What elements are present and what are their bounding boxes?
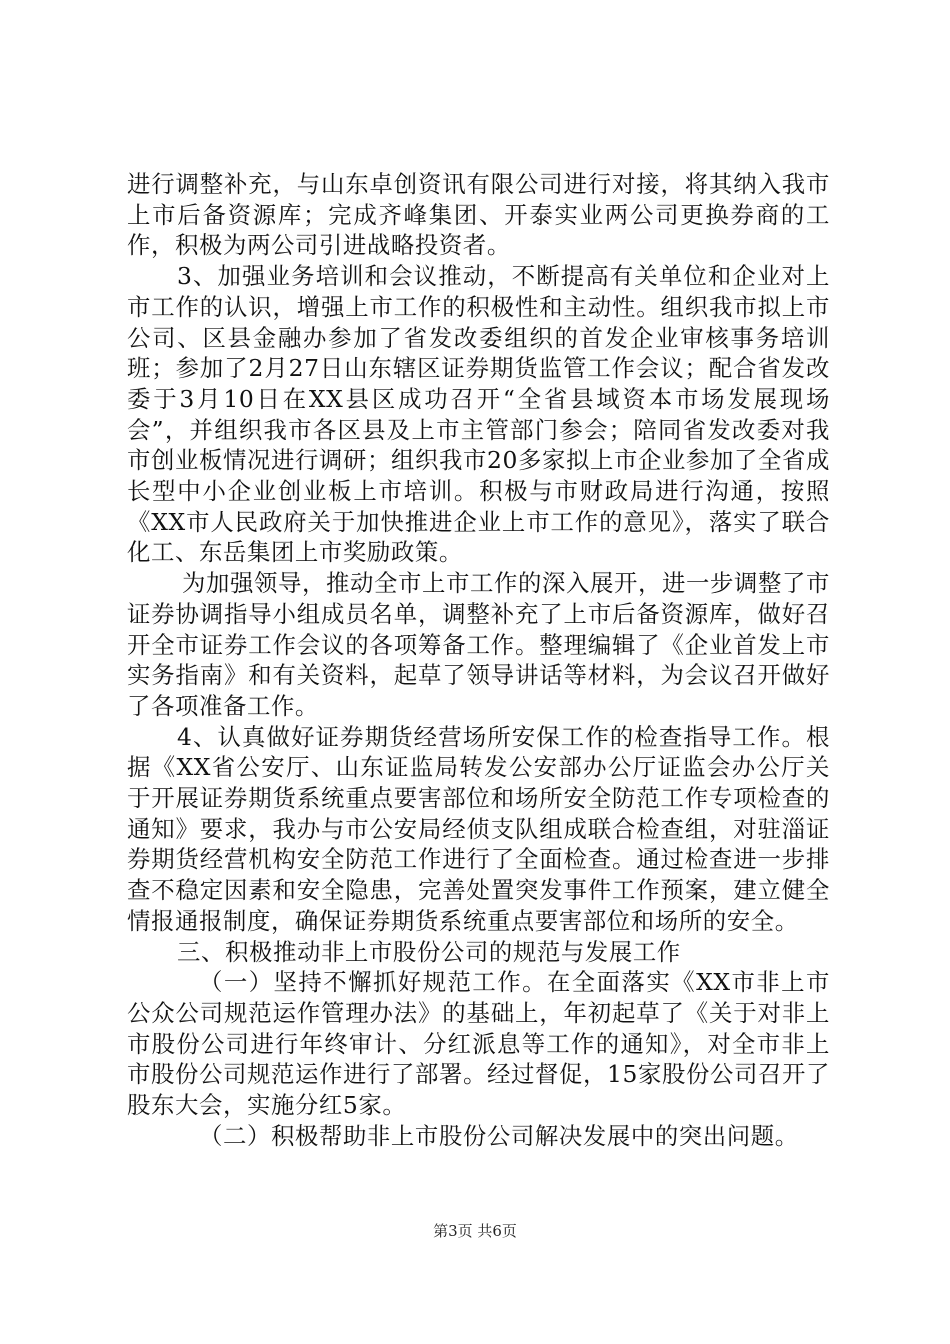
paragraph-subitem-2: （二）积极帮助非上市股份公司解决发展中的突出问题。 [199, 1121, 799, 1150]
paragraph-leadership: 为加强领导，推动全市上市工作的深入展开，进一步调整了市证券协调指导小组成员名单，调整补充了上市后备资源库，做好召开全市证券工作会议的各项筹备工作。整理编辑了《企业首发上市实务指南》和有关资料，起草了领导讲话等材料，为会议召开做好了各项准备工作。 [127, 569, 830, 720]
paragraph-subitem-1: （一）坚持不懈抓好规范工作。在全面落实《XX市非上市公众公司规范运作管理办法》的基础上，年初起草了《关于对非上市股份公司进行年终审计、分红派息等工作的通知》，对全市非上市股份公司规范运作进行了部署。经过督促，15家股份公司召开了股东大会，实施分红5家。 [127, 968, 830, 1120]
paragraph-item-4: 4、认真做好证券期货经营场所安保工作的检查指导工作。根据《XX省公安厅、山东证监局转发公安部办公厅证监会办公厅关于开展证券期货系统重点要害部位和场所安全防范工作专项检查的通知》要求，我办与市公安局经侦支队组成联合检查组，对驻淄证券期货经营机构安全防范工作进行了全面检查。通过检查进一步排查不稳定因素和安全隐患，完善处置突发事件工作预案，建立健全情报通报制度，确保证券期货系统重点要害部位和场所的安全。 [127, 722, 830, 935]
paragraph-item-3: 3、加强业务培训和会议推动，不断提高有关单位和企业对上市工作的认识，增强上市工作的积极性和主动性。组织我市拟上市公司、区县金融办参加了省发改委组织的首发企业审核事务培训班；参加了2月27日山东辖区证券期货监管工作会议；配合省发改委于3月10日在XX县区成功召开“全省县域资本市场发展现场会”，并组织我市各区县及上市主管部门参会；陪同省发改委对我市创业板情况进行调研；组织我市20多家拟上市企业参加了全省成长型中小企业创业板上市培训。积极与市财政局进行沟通，按照《XX市人民政府关于加快推进企业上市工作的意见》，落实了联合化工、东岳集团上市奖励政策。 [127, 262, 830, 567]
document-body [127, 169, 830, 1152]
section-heading-3: 三、积极推动非上市股份公司的规范与发展工作 [177, 937, 681, 966]
page-number-footer: 第3页 共6页 [433, 1222, 517, 1240]
paragraph-continuation: 进行调整补充，与山东卓创资讯有限公司进行对接，将其纳入我市上市后备资源库；完成齐峰集团、开泰实业两公司更换券商的工作，积极为两公司引进战略投资者。 [127, 170, 830, 260]
